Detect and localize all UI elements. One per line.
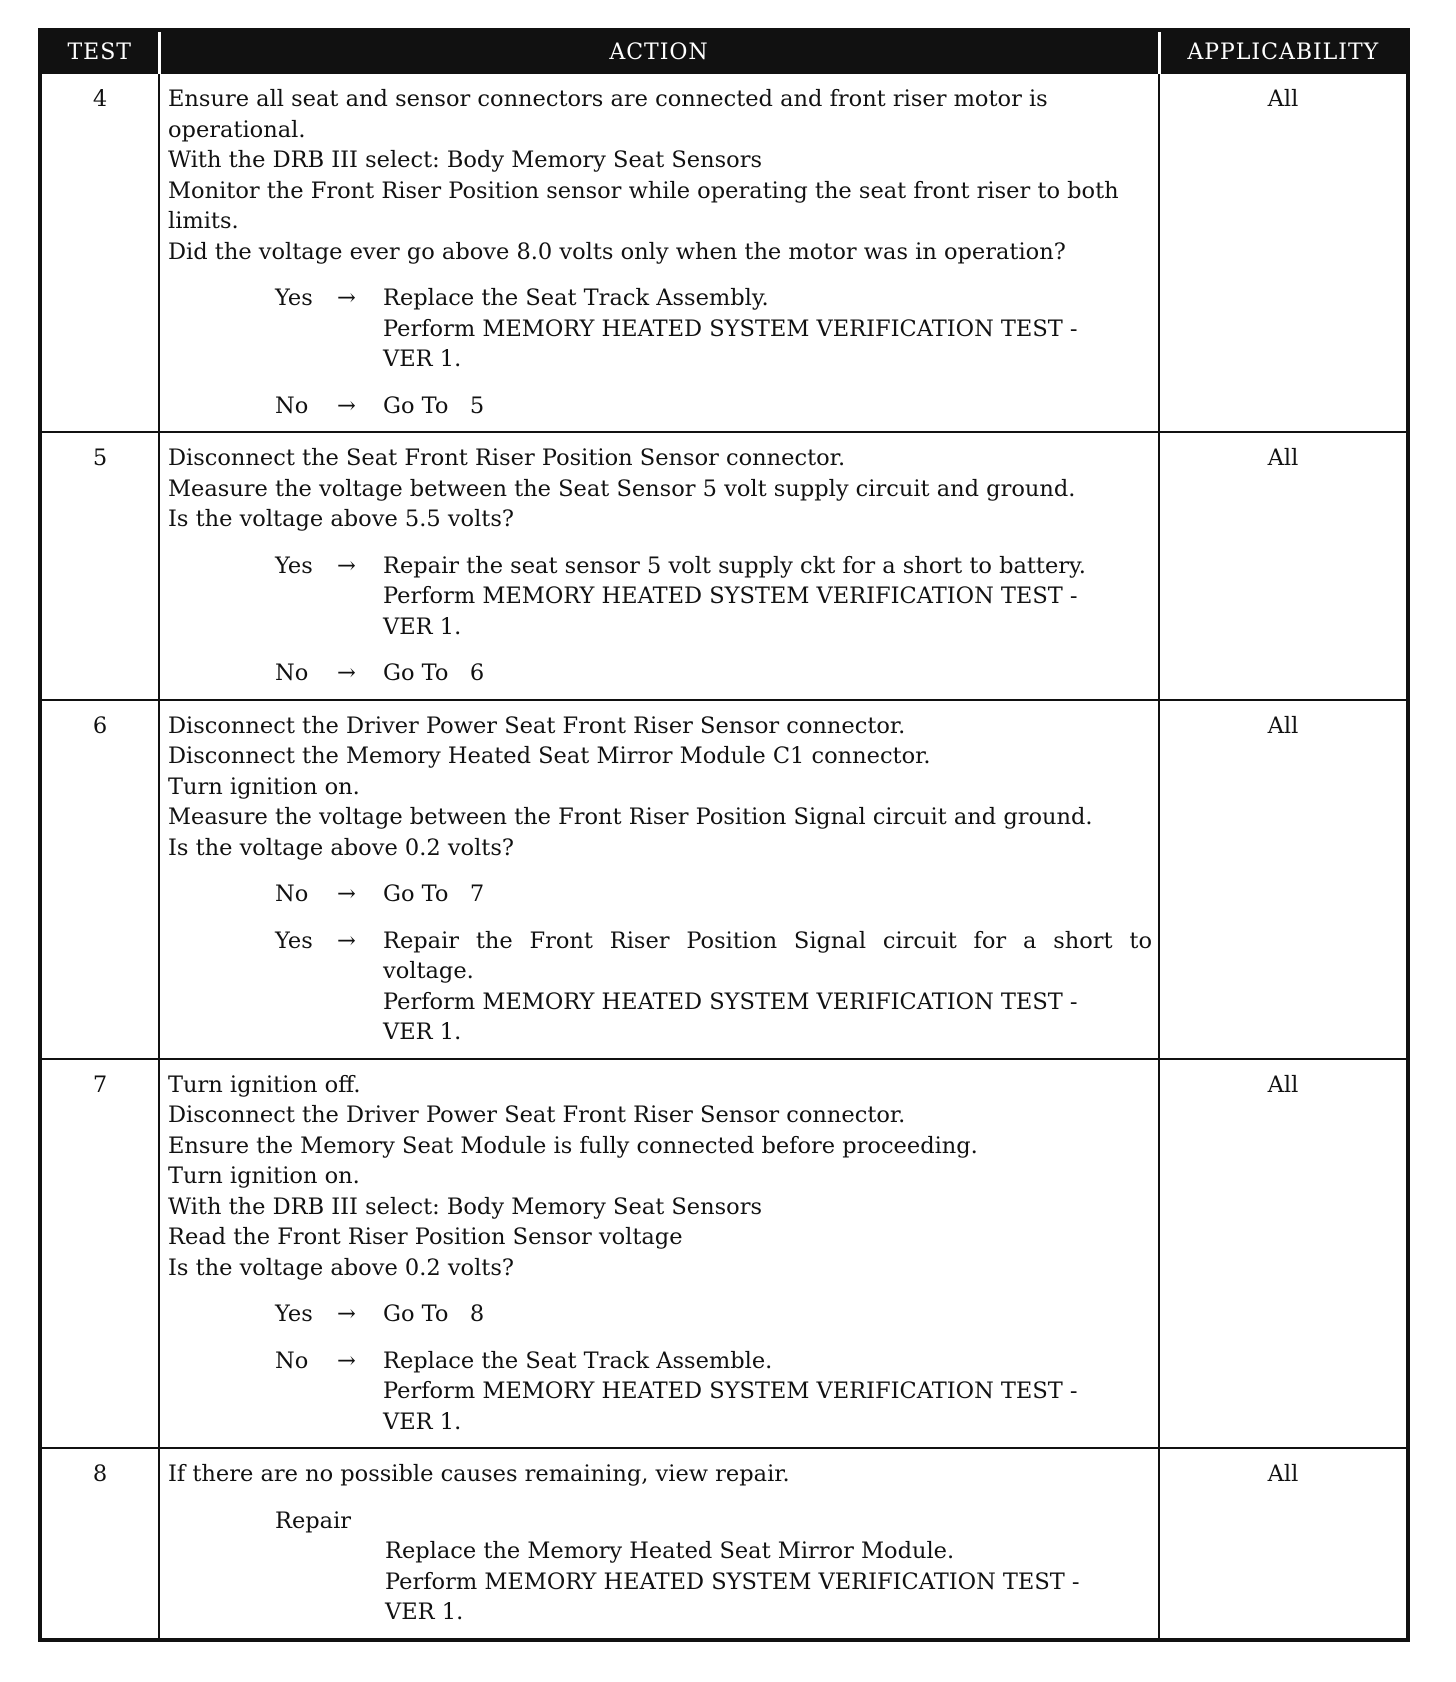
result-yes <box>168 926 1152 1048</box>
step-text: Measure the voltage between the Seat Sensor 5 volt supply circuit and ground. <box>168 475 1076 502</box>
repair-block <box>168 1506 1152 1628</box>
step-text: Is the voltage above 0.2 volts? <box>168 834 514 861</box>
step-text: Ensure the Memory Seat Module is fully connected before proceeding. <box>168 1132 978 1159</box>
result-yes <box>168 283 1152 375</box>
test-number: 5 <box>40 432 159 700</box>
action-cell <box>159 432 1159 700</box>
result-line: Go To 7 <box>383 881 485 907</box>
table-header-row <box>40 30 1408 73</box>
result-line: Go To 5 <box>383 392 485 419</box>
step-text: Is the voltage above 5.5 volts? <box>168 506 514 532</box>
repair-line: Replace the Memory Heated Seat Mirror Module. <box>385 1538 955 1564</box>
result-label: Yes <box>275 1301 313 1327</box>
applicability: All <box>1159 1448 1408 1640</box>
step-text: With the DRB III select: Body Memory Seat Sensors <box>168 1193 762 1220</box>
result-text <box>383 551 1152 643</box>
result-line: Replace the Seat Track Assembly. <box>383 285 769 311</box>
arrow-right-icon: → <box>337 392 356 419</box>
table-row <box>40 1448 1408 1640</box>
result-yes <box>168 551 1152 643</box>
repair-label: Repair <box>275 1507 352 1534</box>
result-line: VER 1. <box>383 346 462 372</box>
action-cell <box>159 73 1159 432</box>
result-line: Replace the Seat Track Assemble. <box>383 1347 773 1374</box>
result-label: No <box>275 660 309 686</box>
result-text <box>383 1346 1152 1438</box>
result-line: Repair the Front Riser Position Signal circuit for a short to <box>383 927 1152 954</box>
step-text: Read the Front Riser Position Sensor voltage <box>168 1224 683 1250</box>
step-text: Measure the voltage between the Front Riser Position Signal circuit and ground. <box>168 804 1093 830</box>
result-text <box>383 283 1152 375</box>
test-number: 7 <box>40 1059 159 1449</box>
result-label: Yes <box>275 285 313 311</box>
arrow-right-icon: → <box>337 927 356 954</box>
test-number: 8 <box>40 1448 159 1640</box>
result-label: Yes <box>275 552 313 579</box>
arrow-right-icon: → <box>337 1347 356 1374</box>
step-text: Disconnect the Driver Power Seat Front Riser Sensor connector. <box>168 712 906 739</box>
result-no <box>168 1346 1152 1438</box>
result-line: VER 1. <box>383 613 462 640</box>
step-text: Disconnect the Seat Front Riser Position Sensor connector. <box>168 445 846 471</box>
diagnostic-test-table <box>38 28 1410 1642</box>
result-no <box>168 879 1152 910</box>
arrow-right-icon: → <box>337 285 356 311</box>
header-test: TEST <box>40 30 159 73</box>
applicability: All <box>1159 700 1408 1059</box>
step-text: Turn ignition on. <box>168 1163 360 1189</box>
result-line: voltage. <box>383 958 474 984</box>
step-text: operational. <box>168 116 306 143</box>
result-text <box>383 658 1152 689</box>
step-text: Disconnect the Memory Heated Seat Mirror Module C1 connector. <box>168 743 931 769</box>
table-row <box>40 700 1408 1059</box>
repair-line: Perform MEMORY HEATED SYSTEM VERIFICATION TEST - <box>385 1568 1080 1595</box>
table-row <box>40 1059 1408 1449</box>
result-label: No <box>275 392 309 419</box>
applicability: All <box>1159 1059 1408 1449</box>
step-text: Is the voltage above 0.2 volts? <box>168 1254 514 1281</box>
table-row <box>40 73 1408 432</box>
test-number: 4 <box>40 73 159 432</box>
result-line: VER 1. <box>383 1408 462 1435</box>
applicability: All <box>1159 73 1408 432</box>
arrow-right-icon: → <box>337 881 356 907</box>
header-action: ACTION <box>159 30 1159 73</box>
step-text: If there are no possible causes remaining, view repair. <box>168 1461 790 1487</box>
result-text <box>383 1299 1152 1330</box>
arrow-right-icon: → <box>337 552 356 579</box>
result-line: Go To 8 <box>383 1301 485 1327</box>
result-line: Perform MEMORY HEATED SYSTEM VERIFICATION TEST - <box>383 583 1078 609</box>
step-text: Did the voltage ever go above 8.0 volts only when the motor was in operation? <box>168 238 1066 265</box>
step-text: Turn ignition off. <box>168 1071 361 1098</box>
result-text <box>383 391 1152 422</box>
step-text: Ensure all seat and sensor connectors are connected and front riser motor is <box>168 86 1048 112</box>
test-number: 6 <box>40 700 159 1059</box>
result-line: VER 1. <box>383 1019 462 1045</box>
result-line: Go To 6 <box>383 660 485 686</box>
result-no <box>168 658 1152 689</box>
step-text: limits. <box>168 208 239 234</box>
step-text: Monitor the Front Riser Position sensor while operating the seat front riser to both <box>168 177 1119 204</box>
result-text <box>383 879 1152 910</box>
result-line: Repair the seat sensor 5 volt supply ckt for a short to battery. <box>383 552 1086 579</box>
action-cell <box>159 700 1159 1059</box>
header-applicability: APPLICABILITY <box>1159 30 1408 73</box>
arrow-right-icon: → <box>337 660 356 686</box>
applicability: All <box>1159 432 1408 700</box>
result-line: Perform MEMORY HEATED SYSTEM VERIFICATION TEST - <box>383 1378 1078 1404</box>
step-text: With the DRB III select: Body Memory Seat Sensors <box>168 147 762 173</box>
step-text: Disconnect the Driver Power Seat Front Riser Sensor connector. <box>168 1102 906 1128</box>
result-label: No <box>275 1347 309 1374</box>
arrow-right-icon: → <box>337 1301 356 1327</box>
repair-text <box>275 1536 1152 1628</box>
step-text: Turn ignition on. <box>168 773 360 800</box>
result-line: Perform MEMORY HEATED SYSTEM VERIFICATION TEST - <box>383 315 1078 342</box>
action-cell <box>159 1448 1159 1640</box>
result-yes <box>168 1299 1152 1330</box>
table-row <box>40 432 1408 700</box>
result-line: Perform MEMORY HEATED SYSTEM VERIFICATION TEST - <box>383 988 1078 1015</box>
action-cell <box>159 1059 1159 1449</box>
result-no <box>168 391 1152 422</box>
repair-line: VER 1. <box>385 1599 464 1625</box>
result-label: No <box>275 881 309 907</box>
result-text <box>383 926 1152 1048</box>
result-label: Yes <box>275 927 313 954</box>
